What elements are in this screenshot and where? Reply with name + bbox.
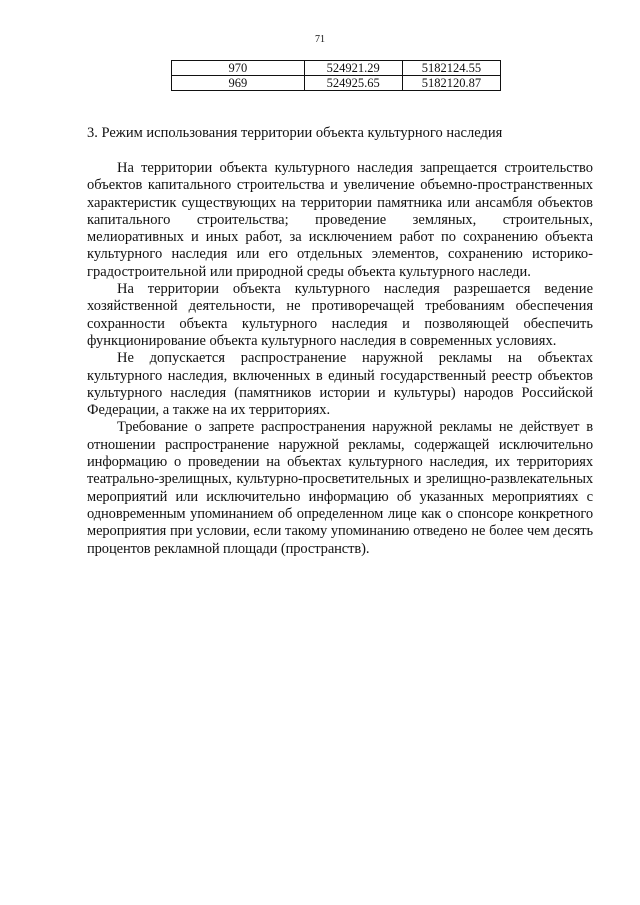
section-heading: 3. Режим использования территории объекта культурного наследия bbox=[87, 125, 503, 141]
coordinates-table bbox=[171, 60, 501, 91]
point-number-cell: 970 bbox=[172, 61, 305, 76]
paragraph-prohibitions: На территории объекта культурного наследия запрещается строительство объектов капитального строительства и увеличение объемно-пространственных характеристик существующих на территории памятника или ансамбля объектов капитального строительства; проведение земляных, строительных, мелиоративных и иных работ, за исключением работ по сохранению объекта культурного наследия или его отдельных элементов, сохранению историко-градостроительной или природной среды объекта культурного наследи. bbox=[87, 160, 593, 280]
table-row bbox=[172, 61, 501, 76]
x-coordinate-cell: 524925.65 bbox=[304, 76, 402, 91]
paragraph-advertising-ban: Не допускается распространение наружной рекламы на объектах культурного наследия, включенных в единый государственный реестр объектов культурного наследия (памятников истории и культуры) народов Российской Федерации, а также на их территориях. bbox=[87, 350, 593, 419]
paragraph-advertising-exception: Требование о запрете распространения наружной рекламы не действует в отношении распространение наружной рекламы, содержащей исключительно информацию о проведении на объектах культурного наследия, их территориях театрально-зрелищных, культурно-просветительных и зрелищно-развлекательных мероприятий или исключительно информацию об указанных мероприятиях с одновременным упоминанием об определенном лице как о спонсоре конкретного мероприятия при условии, если такому упоминанию отведено не более чем десять процентов рекламной площади (пространств). bbox=[87, 419, 593, 557]
y-coordinate-cell: 5182120.87 bbox=[402, 76, 500, 91]
section-body bbox=[87, 160, 593, 558]
page-number: 71 bbox=[315, 34, 325, 45]
paragraph-permitted-activity: На территории объекта культурного наследия разрешается ведение хозяйственной деятельности, не противоречащей требованиям обеспечения сохранности объекта культурного наследия и позволяющей обеспечить функционирование объекта культурного наследия в современных условиях. bbox=[87, 281, 593, 349]
x-coordinate-cell: 524921.29 bbox=[304, 61, 402, 76]
y-coordinate-cell: 5182124.55 bbox=[402, 61, 500, 76]
table-row bbox=[172, 76, 501, 91]
point-number-cell: 969 bbox=[172, 76, 305, 91]
